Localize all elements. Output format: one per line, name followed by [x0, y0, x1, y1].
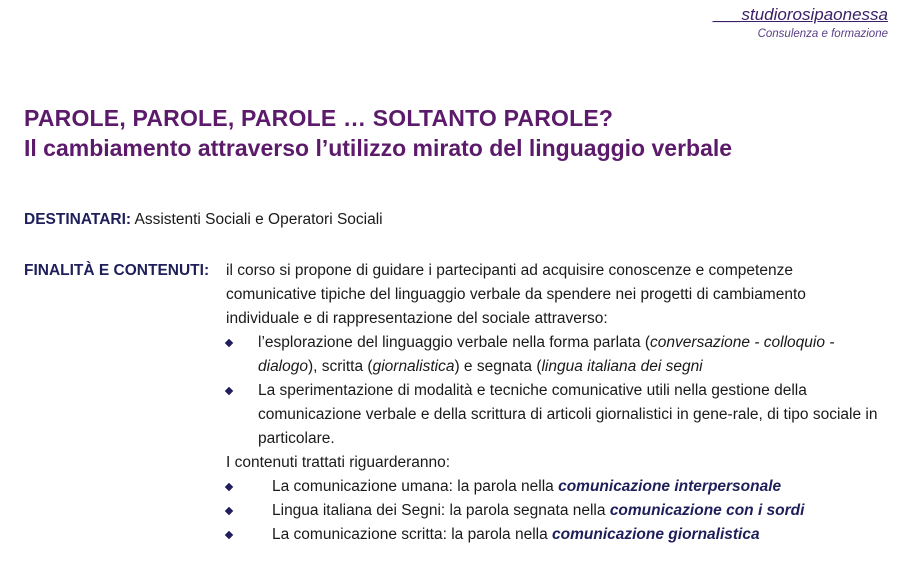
list-item — [226, 475, 881, 499]
bullet-text: La sperimentazione di modalità e tecniche comunicative utili nella gestione della comunicazione verbale e della scrittura di articoli giornalistici in gene-rale, di tipo sociale in particolare. — [258, 382, 878, 447]
list-item — [226, 499, 881, 523]
diamond-bullet-icon — [225, 483, 233, 491]
list-item — [226, 523, 881, 547]
content-emphasis: comunicazione giornalistica — [552, 526, 760, 543]
finalita-label: FINALITÀ E CONTENUTI: — [24, 262, 210, 279]
diamond-bullet-icon — [225, 531, 233, 539]
finalita-intro: il corso si propone di guidare i partecipanti ad acquisire conoscenze e competenze comunicative tipiche del linguaggio verbale da spendere nei progetti di cambiamento individuale e di rappresentazione del sociale attraverso: — [226, 262, 806, 327]
bullet-text: ), scritta ( — [308, 358, 373, 375]
content-text: La comunicazione scritta: la parola nella — [272, 526, 553, 543]
list-item — [226, 331, 881, 379]
bullet-italic: lingua italiana dei segni — [541, 358, 703, 375]
content-text: La comunicazione umana: la parola nella — [272, 478, 559, 495]
content-emphasis: comunicazione interpersonale — [558, 478, 782, 495]
contents-list — [226, 475, 881, 547]
brand-name: ___studiorosipaonessa — [713, 5, 888, 24]
bullet-italic: conversazione - colloquio - dialogo — [258, 334, 835, 375]
finalita-body — [226, 259, 881, 547]
page-title: PAROLE, PAROLE, PAROLE … SOLTANTO PAROLE? — [24, 105, 614, 131]
content-emphasis: comunicazione con i sordi — [609, 502, 805, 519]
diamond-bullet-icon — [225, 339, 233, 347]
brand-tagline: Consulenza e formazione — [757, 28, 888, 40]
destinatari-section — [24, 209, 383, 231]
title-block — [24, 103, 732, 163]
bullet-text: ) e segnata ( — [454, 358, 542, 375]
list-item — [226, 379, 881, 451]
content-text: Lingua italiana dei Segni: la parola segnata nella — [272, 502, 610, 519]
bullet-italic: giornalistica — [372, 358, 455, 375]
destinatari-label: DESTINATARI: — [24, 211, 132, 228]
page-subtitle: Il cambiamento attraverso l’utilizzo mirato del linguaggio verbale — [24, 135, 733, 161]
header-brand — [713, 5, 888, 40]
contents-intro: I contenuti trattati riguarderanno: — [226, 454, 451, 471]
diamond-bullet-icon — [225, 507, 233, 515]
finalita-bullets — [226, 331, 881, 451]
bullet-text: l’esplorazione del linguaggio verbale nella forma parlata ( — [258, 334, 651, 351]
diamond-bullet-icon — [225, 387, 233, 395]
destinatari-text: Assistenti Sociali e Operatori Sociali — [134, 211, 383, 228]
